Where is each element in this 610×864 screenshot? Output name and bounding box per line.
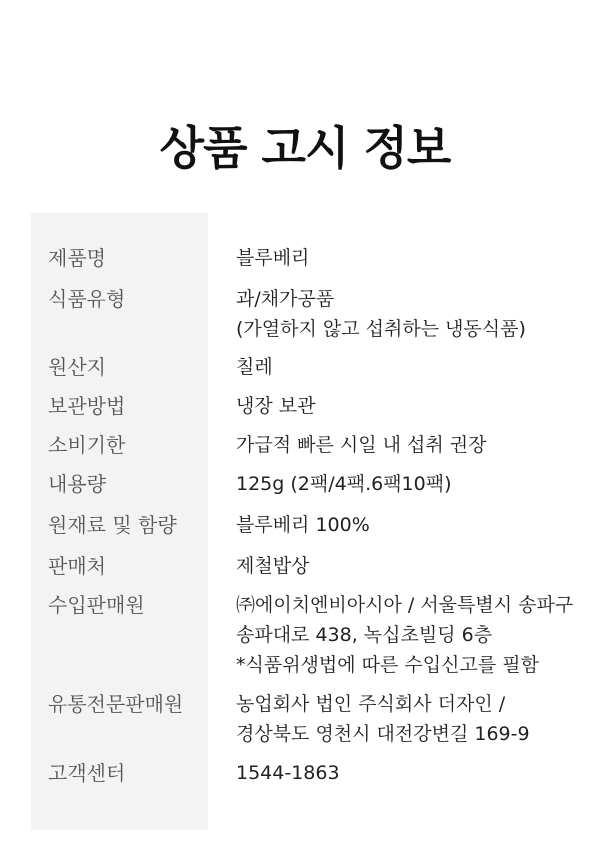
row-value-origin: [236, 352, 273, 382]
row-value-food-type: [236, 284, 526, 344]
value-line: 과/채가공품: [236, 288, 335, 310]
value-line: 1544-1863: [236, 762, 340, 784]
row-label-seller: 판매처: [48, 554, 106, 578]
row-value-expiration: [236, 430, 486, 460]
value-line: 가급적 빠른 시일 내 섭취 권장: [236, 434, 487, 456]
page-title: 상품 고시 정보: [159, 121, 451, 175]
row-value-distributor: [236, 689, 530, 749]
row-value-customer-center: [236, 758, 340, 788]
row-label-origin: 원산지: [48, 355, 106, 379]
value-line: 블루베리 100%: [236, 514, 370, 536]
value-line: (가열하지 않고 섭취하는 냉동식품): [236, 318, 526, 340]
row-label-product-name: 제품명: [48, 246, 106, 270]
row-label-net-quantity: 내용량: [48, 472, 106, 496]
row-label-importer: 수입판매원: [48, 593, 145, 617]
row-value-product-name: [236, 243, 309, 273]
value-line: 제철밥상: [236, 555, 310, 577]
value-line: *식품위생법에 따른 수입신고를 필함: [236, 654, 539, 676]
row-label-customer-center: 고객센터: [48, 761, 126, 785]
row-label-storage: 보관방법: [48, 394, 126, 418]
value-line: 블루베리: [236, 247, 310, 269]
row-label-expiration: 소비기한: [48, 433, 126, 457]
value-line: 125g (2팩/4팩.6팩10팩): [236, 473, 452, 495]
value-line: ㈜에이치엔비아시아 / 서울특별시 송파구: [236, 594, 574, 616]
row-value-importer: [236, 590, 573, 680]
row-label-distributor: 유통전문판매원: [48, 692, 184, 716]
value-line: 농업회사 법인 주식회사 더자인 /: [236, 693, 506, 715]
row-value-storage: [236, 391, 315, 421]
row-value-net-quantity: [236, 469, 452, 499]
row-value-ingredients: [236, 510, 370, 540]
row-label-food-type: 식품유형: [48, 287, 126, 311]
value-line: 송파대로 438, 녹십초빌딩 6층: [236, 624, 493, 646]
value-line: 칠레: [236, 356, 273, 378]
row-label-ingredients: 원재료 및 함량: [48, 513, 177, 537]
value-line: 경상북도 영천시 대전강변길 169-9: [236, 723, 530, 745]
value-line: 냉장 보관: [236, 395, 316, 417]
row-value-seller: [236, 551, 309, 581]
